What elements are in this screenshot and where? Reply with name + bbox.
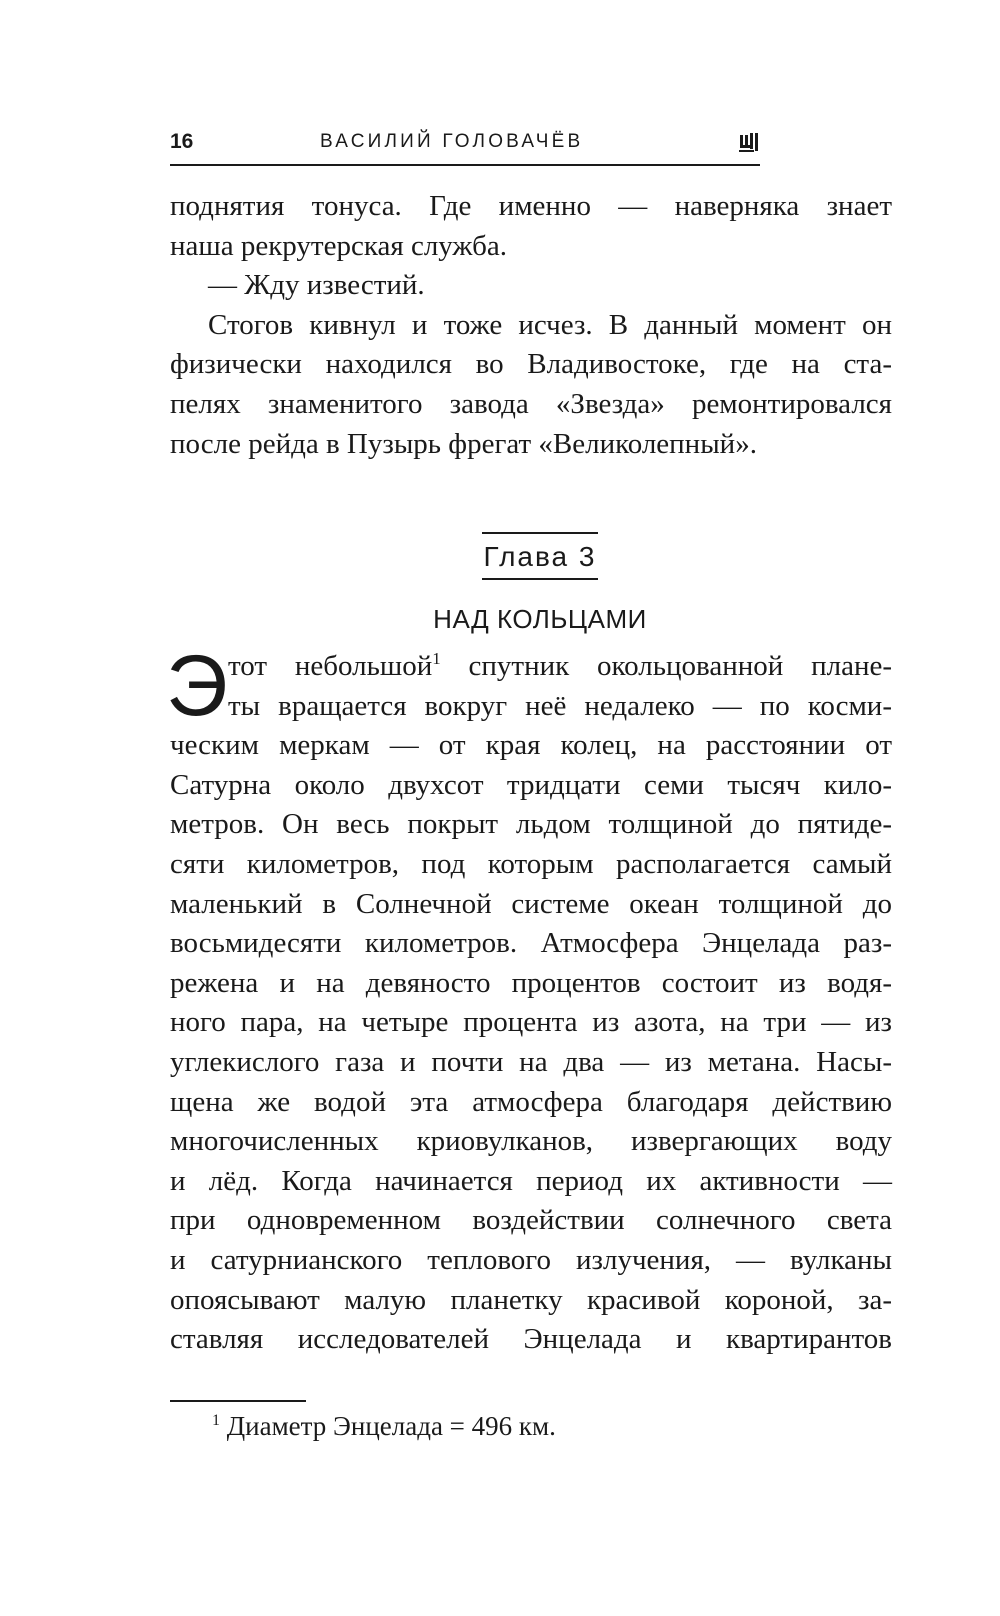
- text-line: и сатурнианского теплового излучения, — вулканы: [170, 1243, 892, 1276]
- text-line: режена и на девяносто процентов состоит из водя-: [170, 966, 892, 999]
- chapter-title: [0, 604, 1000, 635]
- running-head-author: ВАСИЛИЙ ГОЛОВАЧЁВ: [320, 131, 584, 152]
- continuation-text: [170, 187, 892, 464]
- text-line: Стогов кивнул и тоже исчез. В данный момент он: [208, 308, 892, 341]
- footnote-text: Диаметр Энцелада = 496 км.: [220, 1411, 556, 1441]
- page-header: [170, 128, 760, 166]
- text-line: щена же водой эта атмосфера благодаря действию: [170, 1085, 892, 1118]
- chapter-title-text: НАД КОЛЬЦАМИ: [433, 604, 647, 634]
- text-line: углекислого газа и почти на два — из метана. Насы-: [170, 1045, 892, 1078]
- first-line-start: тот небольшой: [228, 650, 433, 682]
- first-line-end: спутник окольцованной плане-: [440, 650, 892, 682]
- text-line: метров. Он весь покрыт льдом толщиной до пятиде-: [170, 808, 892, 841]
- text-line: пелях знаменитого завода «Звезда» ремонтировался: [170, 387, 892, 420]
- footnote-reference[interactable]: 1: [432, 649, 441, 668]
- text-line: Сатурна около двухсот тридцати семи тысяч кило-: [170, 768, 892, 801]
- footnote-divider: [170, 1400, 306, 1402]
- text-line: физически находился во Владивостоке, где на ста-: [170, 348, 892, 381]
- dialogue-line: — Жду известий.: [208, 269, 425, 302]
- text-line: опоясывают малую планетку красивой короной, за-: [170, 1283, 892, 1316]
- text-line: ты вращается вокруг неё недалеко — по косми-: [228, 689, 892, 722]
- text-line: и лёд. Когда начинается период их активности —: [170, 1164, 892, 1197]
- text-line: наша рекрутерская служба.: [170, 229, 507, 262]
- text-line: маленький в Солнечной системе океан толщиной до: [170, 887, 892, 920]
- text-line: сяти километров, под которым располагается самый: [170, 847, 892, 880]
- text-line: восьмидесяти километров. Атмосфера Энцелада раз-: [170, 927, 892, 960]
- text-line: ставляя исследователей Энцелада и квартирантов: [170, 1323, 892, 1356]
- drop-cap: Э: [166, 638, 228, 734]
- text-line: при одновременном воздействии солнечного света: [170, 1204, 892, 1237]
- footnote: [212, 1408, 556, 1444]
- footnote-marker: 1: [212, 1412, 220, 1429]
- chapter-heading: [0, 532, 1000, 580]
- text-line: многочисленных криовулканов, извергающих воду: [170, 1125, 892, 1158]
- chapter-label: Глава 3: [482, 532, 599, 580]
- publisher-logo-icon: [738, 132, 760, 154]
- text-line: поднятия тонуса. Где именно — наверняка знает: [170, 190, 892, 222]
- text-line: ческим меркам — от края колец, на расстоянии от: [170, 729, 892, 762]
- text-line: после рейда в Пузырь фрегат «Великолепный».: [170, 427, 757, 460]
- chapter-body: [166, 638, 892, 1360]
- text-line: ного пара, на четыре процента из азота, на три — из: [170, 1006, 892, 1039]
- page-number: 16: [170, 130, 194, 153]
